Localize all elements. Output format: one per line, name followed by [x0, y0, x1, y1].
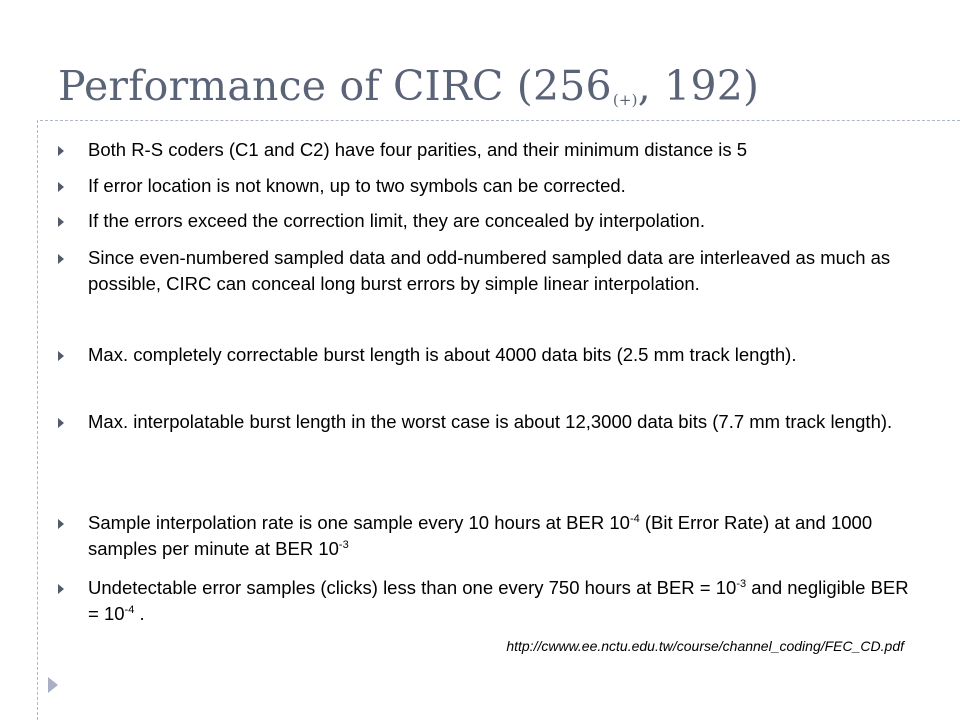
bullet-triangle-icon: [58, 418, 64, 428]
title-subscript: (+): [612, 91, 638, 109]
bullet-text: Max. interpolatable burst length in the worst case is about 12,3000 data bits (7.7 mm track length).: [88, 411, 893, 432]
bullet-item: [56, 137, 916, 163]
bullet-text: Since even-numbered sampled data and odd-numbered sampled data are interleaved as much as possible, CIRC can conceal long burst errors by simple linear interpolation.: [88, 247, 891, 294]
slide-title: [58, 62, 759, 110]
bullet-item: [56, 342, 916, 368]
source-link[interactable]: http://cwww.ee.nctu.edu.tw/course/channel_coding/FEC_CD.pdf: [506, 638, 904, 654]
bullet-triangle-icon: [58, 519, 64, 529]
bullet-item: [56, 173, 916, 199]
bullet-item: [56, 208, 916, 234]
bullet-text: If the errors exceed the correction limit, they are concealed by interpolation.: [88, 210, 705, 231]
bullet-item: [56, 510, 916, 562]
bullet-triangle-icon: [58, 351, 64, 361]
title-main: Performance of CIRC (256: [58, 62, 612, 110]
title-tail: , 192): [637, 62, 760, 110]
bullet-text: Sample interpolation rate is one sample every 10 hours at BER $10^{-4}$ (Bit Error Rate) at and 1000 samples per minute at BER $10^{-3}$: [88, 512, 873, 559]
bullet-text: Max. completely correctable burst length is about 4000 data bits (2.5 mm track length).: [88, 344, 797, 365]
bullet-text: If error location is not known, up to two symbols can be corrected.: [88, 175, 626, 196]
bullet-triangle-icon: [58, 584, 64, 594]
bullet-triangle-icon: [58, 254, 64, 264]
left-divider: [37, 120, 38, 720]
bullet-triangle-icon: [58, 182, 64, 192]
title-divider: [40, 120, 960, 121]
bullet-item: [56, 409, 916, 435]
bullet-text: Both R-S coders (C1 and C2) have four parities, and their minimum distance is 5: [88, 139, 748, 160]
bullet-triangle-icon: [58, 217, 64, 227]
bullet-item: [56, 575, 916, 627]
bullet-item: [56, 245, 916, 297]
slide-nav-arrow-icon: [48, 677, 58, 693]
bullet-triangle-icon: [58, 146, 64, 156]
bullet-text: Undetectable error samples (clicks) less than one every 750 hours at BER = $10^{-3}$ and negligible BER = $10^{-4}$ .: [88, 577, 909, 624]
